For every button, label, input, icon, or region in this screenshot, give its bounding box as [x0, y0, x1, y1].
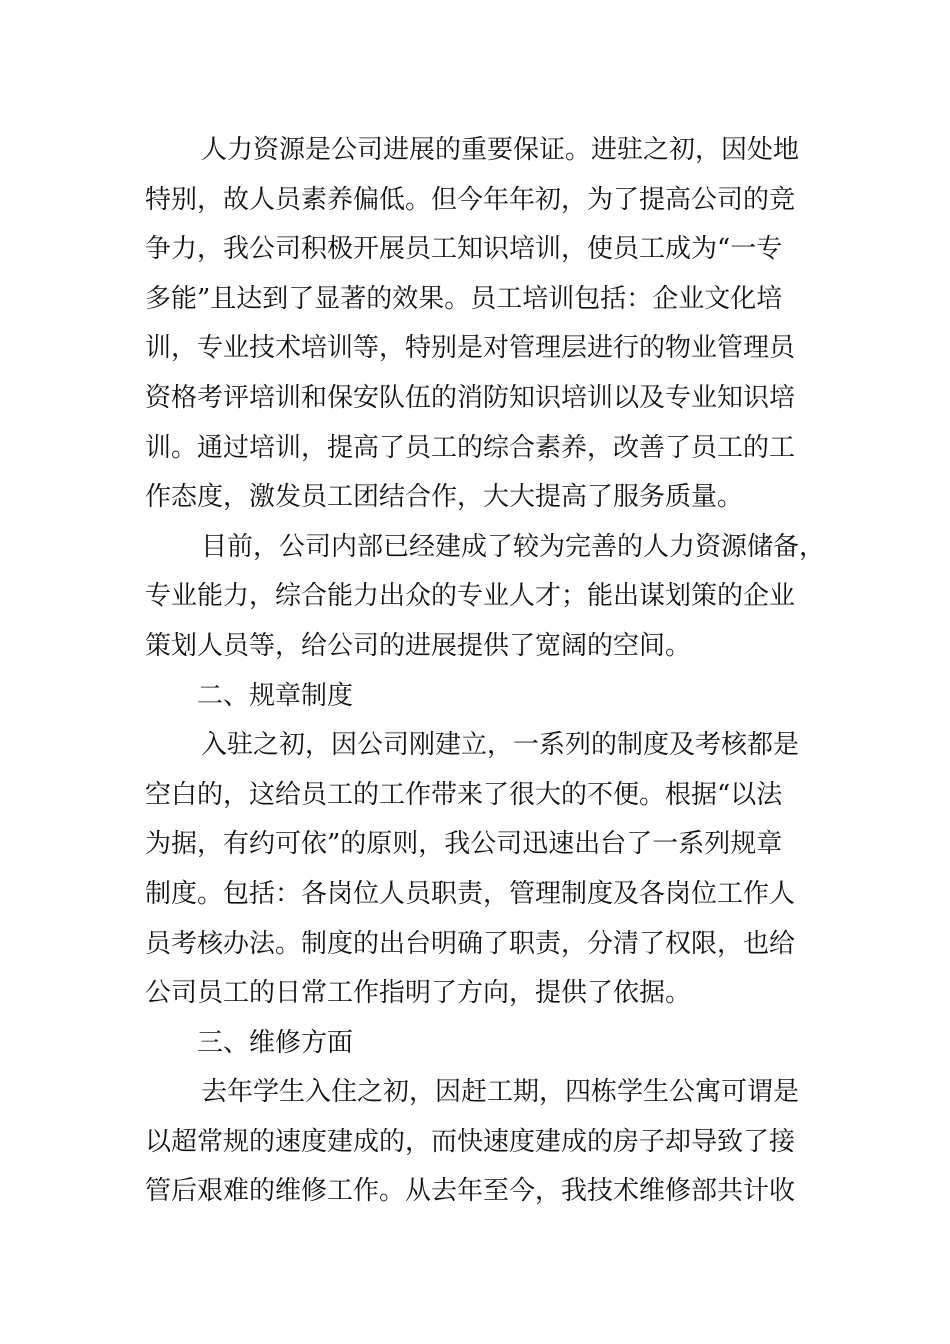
paragraph-maintenance-line-3: 管后艰难的维修工作。从去年至今，我技术维修部共计收 [145, 1176, 796, 1207]
paragraph-hr-line-4: 多能”且达到了显著的效果。员工培训包括：企业文化培 [145, 283, 783, 314]
paragraph-hr-line-3: 争力，我公司积极开展员工知识培训，使员工成为“一专 [145, 234, 783, 265]
paragraph-hr-line-6: 资格考评培训和保安队伍的消防知识培训以及专业知识培 [145, 382, 796, 413]
paragraph-current-line-3: 策划人员等，给公司的进展提供了宽阔的空间。 [145, 630, 692, 661]
paragraph-hr-line-2: 特别，故人员素养偏低。但今年年初，为了提高公司的竞 [145, 184, 796, 215]
paragraph-rules-line-3: 为据，有约可依”的原则，我公司迅速出台了一系列规章 [145, 829, 783, 860]
paragraph-rules-line-4: 制度。包括：各岗位人员职责，管理制度及各岗位工作人 [145, 878, 796, 909]
paragraph-current-line-2: 专业能力，综合能力出众的专业人才；能出谋划策的企业 [145, 581, 796, 612]
paragraph-rules-line-6: 公司员工的日常工作指明了方向，提供了依据。 [145, 978, 692, 1009]
document-body [145, 126, 826, 1217]
paragraph-rules-line-5: 员考核办法。制度的出台明确了职责，分清了权限，也给 [145, 928, 796, 959]
paragraph-hr-line-8: 作态度，激发员工团结合作，大大提高了服务质量。 [145, 482, 744, 513]
section-heading-maintenance: 三、维修方面 [197, 1027, 354, 1058]
paragraph-current-line-1: 目前，公司内部已经建成了较为完善的人力资源储备， [201, 531, 826, 562]
paragraph-rules-line-1: 入驻之初，因公司刚建立，一系列的制度及考核都是 [201, 730, 800, 761]
section-heading-rules: 二、规章制度 [197, 680, 354, 711]
paragraph-hr-line-1: 人力资源是公司进展的重要保证。进驻之初，因处地 [201, 135, 800, 165]
paragraph-hr-line-5: 训，专业技术培训等，特别是对管理层进行的物业管理员 [145, 333, 796, 364]
paragraph-hr-line-7: 训。通过培训，提高了员工的综合素养，改善了员工的工 [145, 432, 796, 463]
paragraph-maintenance-line-2: 以超常规的速度建成的，而快速度建成的房子却导致了接 [145, 1126, 796, 1157]
paragraph-maintenance-line-1: 去年学生入住之初，因赶工期，四栋学生公寓可谓是 [201, 1077, 800, 1108]
paragraph-rules-line-2: 空白的，这给员工的工作带来了很大的不便。根据“以法 [145, 779, 783, 810]
